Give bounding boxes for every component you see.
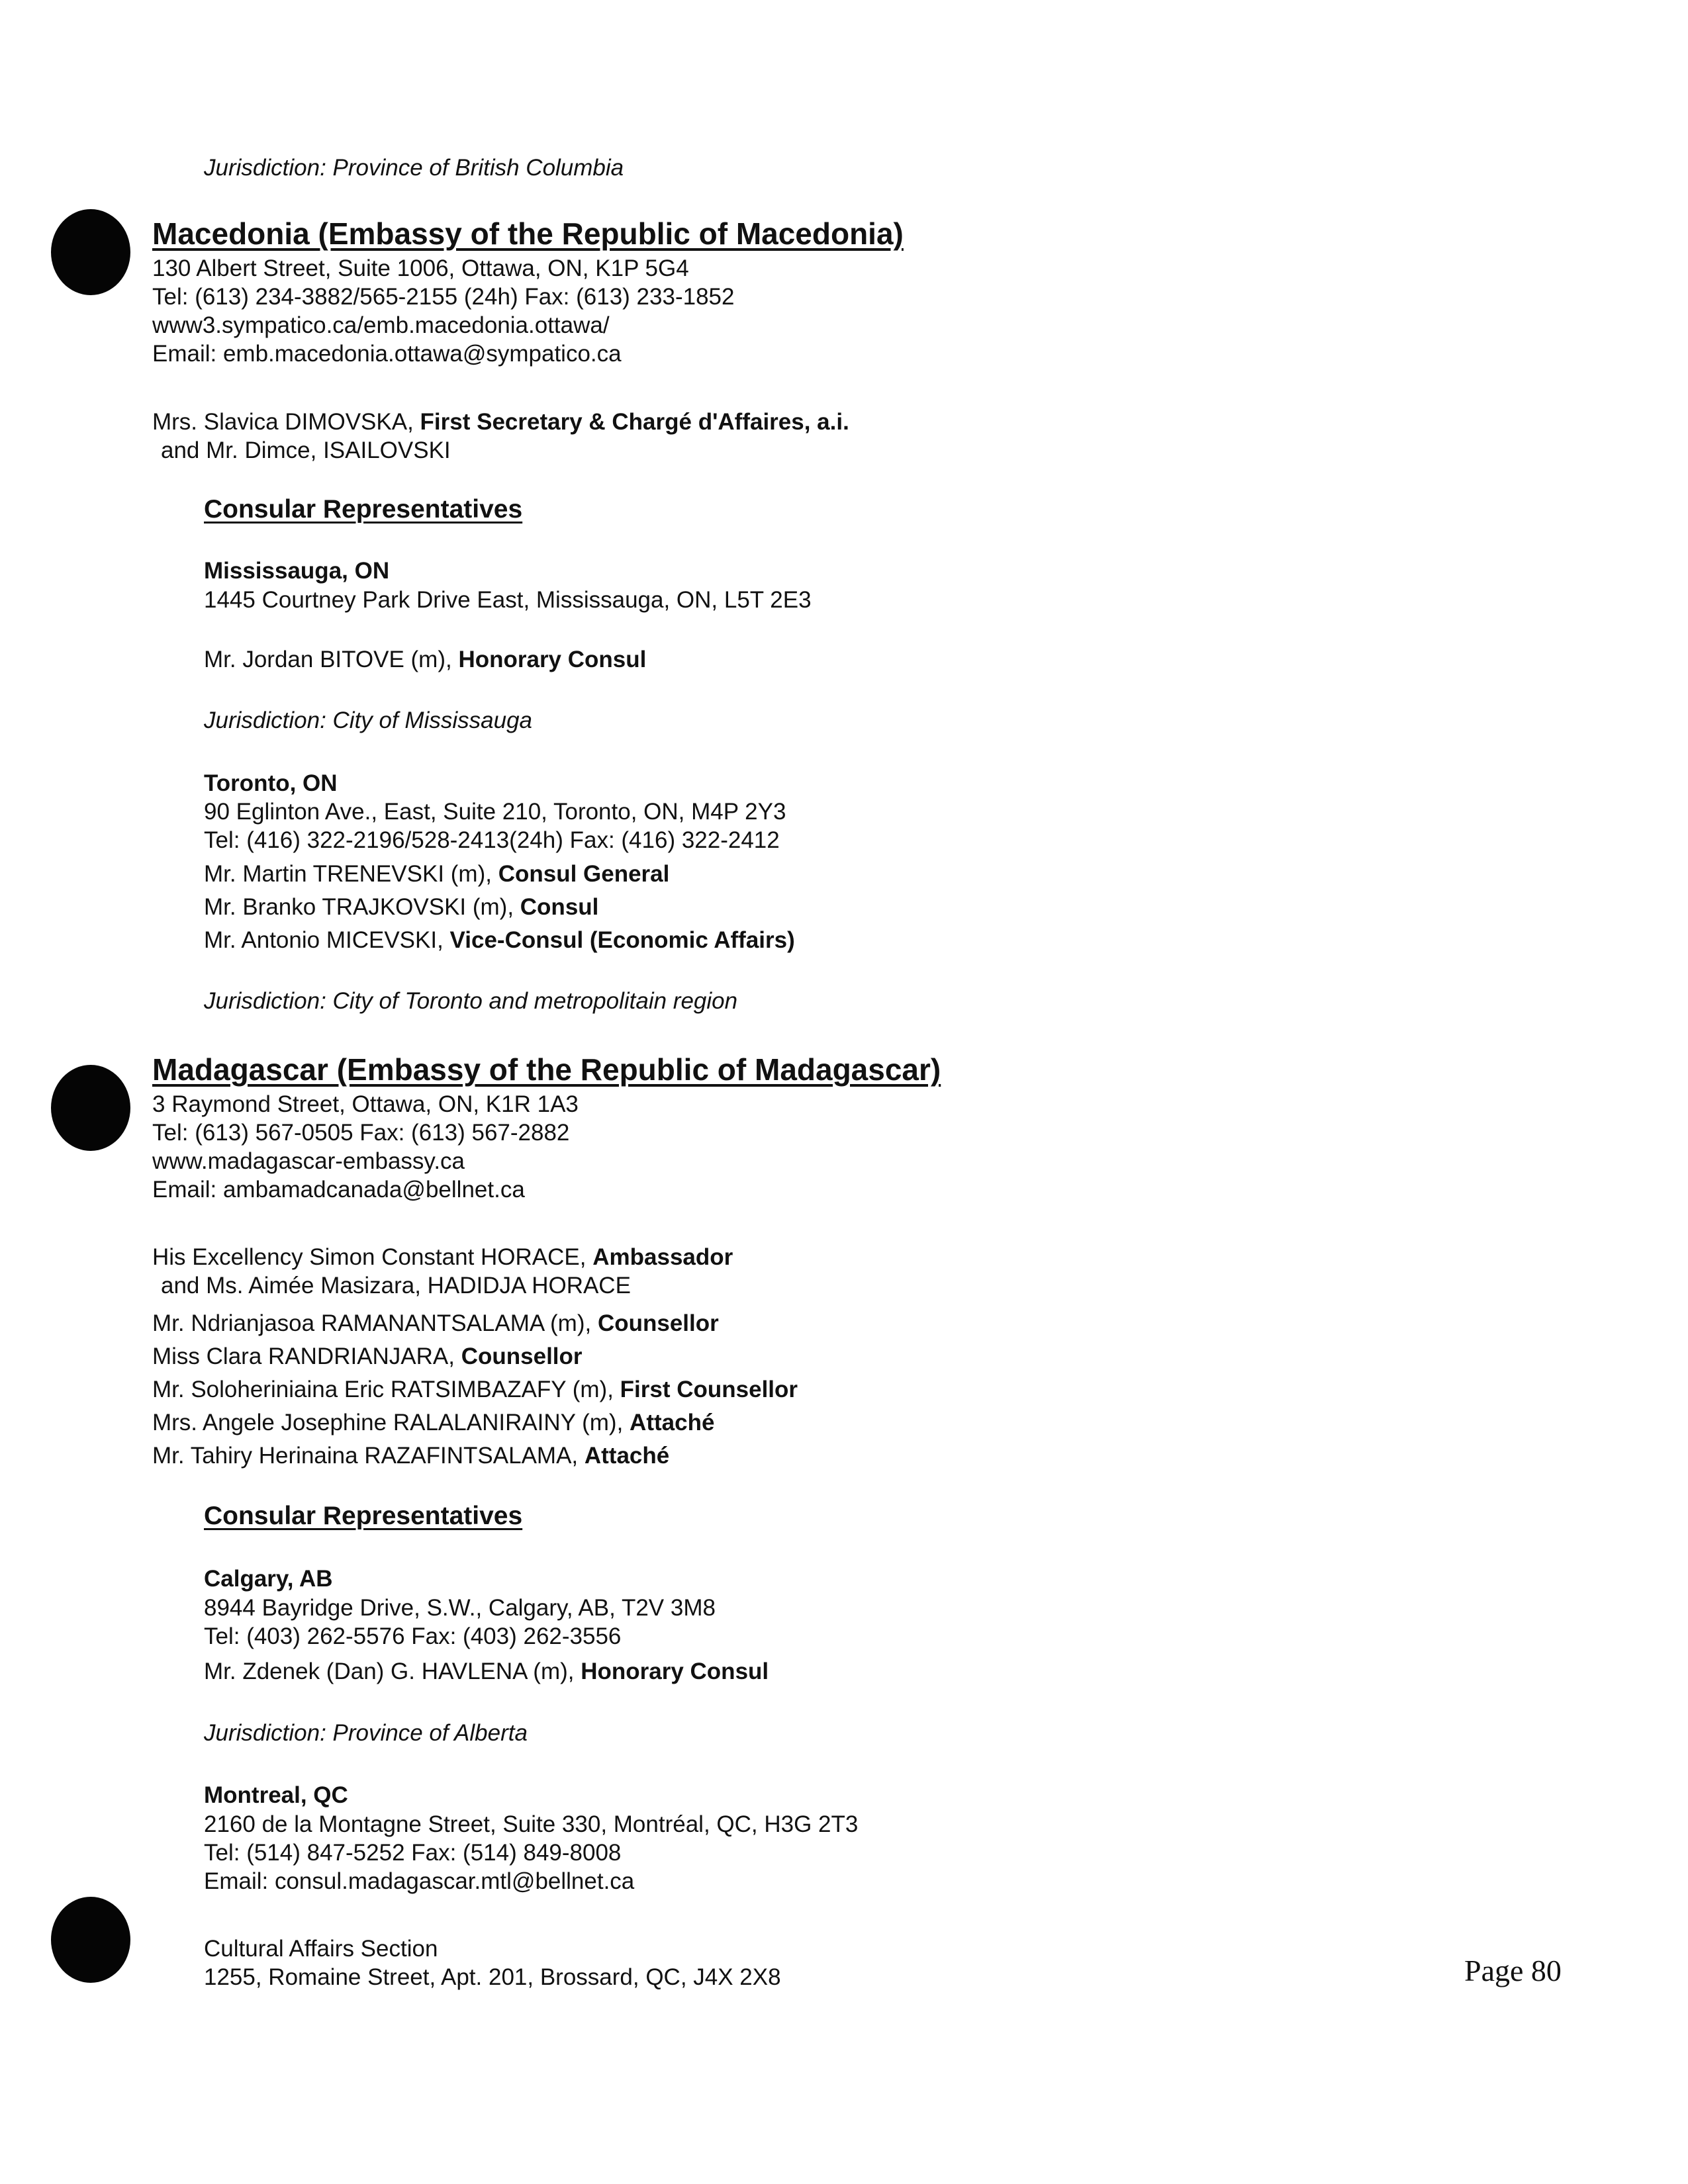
staff-name: Mr. Soloheriniaina Eric RATSIMBAZAFY (m), (152, 1377, 620, 1402)
consul-title: Honorary Consul (458, 647, 647, 672)
mississauga-consul (204, 646, 646, 674)
toronto-staff-3 (204, 927, 795, 954)
madagascar-staff-1 (152, 1310, 719, 1338)
staff-title: Attaché (630, 1410, 715, 1435)
cultural-affairs-address: 1255, Romaine Street, Apt. 201, Brossard, QC, J4X 2X8 (204, 1964, 781, 1990)
madagascar-consular-heading: Consular Representatives (204, 1502, 523, 1530)
mississauga-city: Mississauga, ON (204, 558, 390, 584)
calgary-consul (204, 1658, 769, 1686)
consul-name: Mr. Zdenek (Dan) G. HAVLENA (m), (204, 1659, 581, 1684)
toronto-staff-2 (204, 893, 598, 921)
toronto-address: 90 Eglinton Ave., East, Suite 210, Toronto, ON, M4P 2Y3 (204, 799, 786, 825)
toronto-staff-1 (204, 860, 669, 888)
ambassador-name: His Excellency Simon Constant HORACE, (152, 1244, 593, 1270)
staff-title: Counsellor (597, 1310, 719, 1336)
consul-title: Honorary Consul (581, 1659, 769, 1684)
toronto-jurisdiction: Jurisdiction: City of Toronto and metropolitain region (204, 988, 738, 1014)
madagascar-staff-2 (152, 1343, 583, 1371)
staff-name: Mr. Tahiry Herinaina RAZAFINTSALAMA, (152, 1443, 585, 1469)
page-number: Page 80 (1464, 1954, 1562, 1987)
madagascar-heading: Madagascar (Embassy of the Republic of Madagascar) (152, 1052, 941, 1087)
madagascar-staff-3 (152, 1376, 798, 1404)
calgary-city: Calgary, AB (204, 1566, 333, 1592)
montreal-tel: Tel: (514) 847-5252 Fax: (514) 849-8008 (204, 1840, 622, 1866)
macedonia-tel: Tel: (613) 234-3882/565-2155 (24h) Fax: (613) 233-1852 (152, 284, 735, 310)
mississauga-jurisdiction: Jurisdiction: City of Mississauga (204, 707, 532, 733)
montreal-address: 2160 de la Montagne Street, Suite 330, Montréal, QC, H3G 2T3 (204, 1811, 859, 1837)
staff-title: Consul General (498, 861, 670, 887)
macedonia-website: www3.sympatico.ca/emb.macedonia.ottawa/ (152, 312, 610, 338)
jurisdiction-british-columbia: Jurisdiction: Province of British Columbia (204, 155, 624, 181)
madagascar-email: Email: ambamadcanada@bellnet.ca (152, 1177, 525, 1203)
ambassador-title: Ambassador (592, 1244, 733, 1270)
macedonia-email: Email: emb.macedonia.ottawa@sympatico.ca (152, 341, 622, 367)
staff-title: Attaché (584, 1443, 670, 1469)
madagascar-address: 3 Raymond Street, Ottawa, ON, K1R 1A3 (152, 1091, 579, 1117)
staff-name: Mr. Martin TRENEVSKI (m), (204, 861, 498, 887)
staff-title: Vice-Consul (Economic Affairs) (449, 927, 795, 953)
representative-name: Mrs. Slavica DIMOVSKA, (152, 409, 420, 435)
staff-title: First Counsellor (620, 1377, 798, 1402)
macedonia-representative (152, 408, 849, 436)
staff-name: Mr. Antonio MICEVSKI, (204, 927, 450, 953)
madagascar-ambassador-spouse: and Ms. Aimée Masizara, HADIDJA HORACE (161, 1273, 631, 1298)
montreal-city: Montreal, QC (204, 1782, 348, 1808)
staff-name: Mr. Ndrianjasoa RAMANANTSALAMA (m), (152, 1310, 598, 1336)
montreal-email: Email: consul.madagascar.mtl@bellnet.ca (204, 1868, 635, 1894)
calgary-address: 8944 Bayridge Drive, S.W., Calgary, AB, T2V 3M8 (204, 1595, 716, 1621)
consul-name: Mr. Jordan BITOVE (m), (204, 647, 459, 672)
madagascar-ambassador (152, 1244, 733, 1271)
calgary-jurisdiction: Jurisdiction: Province of Alberta (204, 1720, 528, 1746)
macedonia-address: 130 Albert Street, Suite 1006, Ottawa, ON, K1P 5G4 (152, 255, 689, 281)
binder-hole-bottom (51, 1897, 130, 1983)
mississauga-address: 1445 Courtney Park Drive East, Mississauga, ON, L5T 2E3 (204, 587, 812, 613)
representative-title: First Secretary & Chargé d'Affaires, a.i. (420, 409, 849, 435)
macedonia-consular-heading: Consular Representatives (204, 495, 523, 523)
staff-name: Mrs. Angele Josephine RALALANIRAINY (m), (152, 1410, 630, 1435)
staff-title: Consul (520, 894, 599, 920)
madagascar-website: www.madagascar-embassy.ca (152, 1148, 465, 1174)
toronto-city: Toronto, ON (204, 770, 338, 796)
macedonia-heading: Macedonia (Embassy of the Republic of Macedonia) (152, 216, 904, 251)
staff-name: Miss Clara RANDRIANJARA, (152, 1343, 461, 1369)
binder-hole-middle (51, 1065, 130, 1151)
calgary-tel: Tel: (403) 262-5576 Fax: (403) 262-3556 (204, 1623, 622, 1649)
madagascar-staff-5 (152, 1442, 669, 1470)
madagascar-tel: Tel: (613) 567-0505 Fax: (613) 567-2882 (152, 1120, 570, 1146)
cultural-affairs-section: Cultural Affairs Section (204, 1936, 438, 1962)
macedonia-representative-spouse: and Mr. Dimce, ISAILOVSKI (161, 437, 451, 463)
madagascar-staff-4 (152, 1409, 714, 1437)
staff-name: Mr. Branko TRAJKOVSKI (m), (204, 894, 520, 920)
staff-title: Counsellor (461, 1343, 583, 1369)
toronto-tel: Tel: (416) 322-2196/528-2413(24h) Fax: (416) 322-2412 (204, 827, 780, 853)
binder-hole-top (51, 209, 130, 295)
